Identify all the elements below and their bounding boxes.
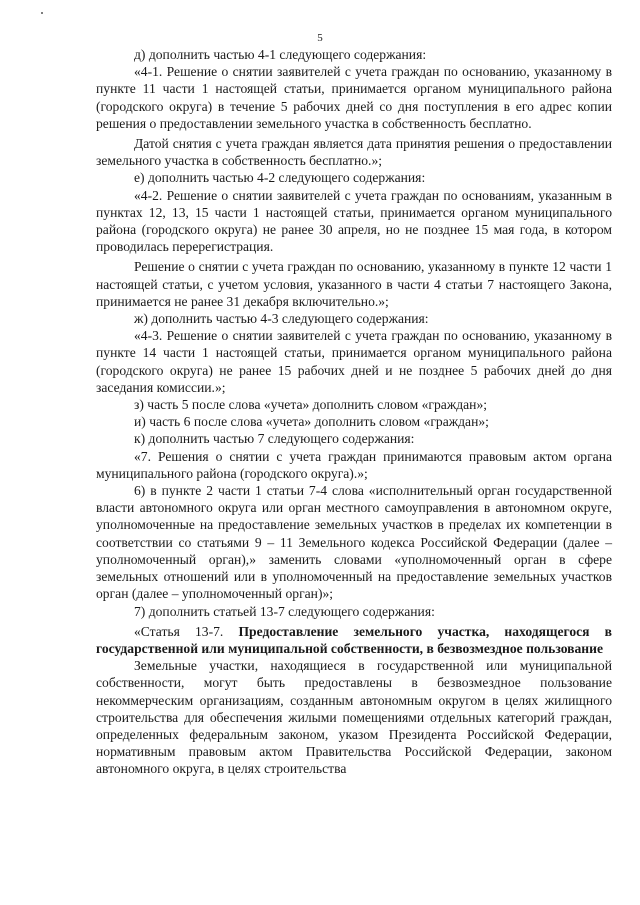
paragraph: Решение о снятии с учета граждан по основанию, указанному в пункте 12 части 1 настоящей статьи, с учетом условия, указанного в части 4 статьи 7 настоящего Закона, принимается не ранее 31 декабря включительно.»;	[96, 259, 612, 309]
paragraph: «4-3. Решение о снятии заявителей с учета граждан по основанию, указанному в пункте 14 части 1 настоящей статьи, принимается органом муниципального района (городского округа) не ранее 15 рабочих дней и не позднее 5 рабочих дней до дня заседания комиссии.»;	[96, 328, 612, 395]
paragraph: з) часть 5 после слова «учета» дополнить словом «граждан»;	[134, 397, 488, 413]
article-title: Предоставление земельного участка, находящегося в государственной или муниципальной собственности, в безвозмездное пользование	[96, 623, 612, 656]
page-number: 5	[317, 32, 323, 44]
paragraph: к) дополнить частью 7 следующего содержания:	[134, 431, 415, 447]
scan-speck	[41, 12, 43, 14]
paragraph: «7. Решения о снятии с учета граждан принимаются правовым актом органа муниципального района (городского округа).»;	[96, 448, 612, 481]
paragraph: «4-2. Решение о снятии заявителей с учета граждан по основаниям, указанным в пунктах 12, 13, 15 части 1 настоящей статьи, принимается органом муниципального района (городского округа) не ранее 30 апреля, но не позднее 15 мая года, в котором проводилась перерегистрация.	[96, 187, 612, 255]
paragraph: Датой снятия с учета граждан является дата принятия решения о предоставлении земельного участка в собственность бесплатно.»;	[96, 136, 612, 169]
paragraph: д) дополнить частью 4-1 следующего содержания:	[134, 47, 427, 62]
paragraph: 7) дополнить статьей 13-7 следующего содержания:	[134, 603, 435, 619]
paragraph: ж) дополнить частью 4-3 следующего содержания:	[134, 311, 429, 327]
paragraph: 6) в пункте 2 части 1 статьи 7-4 слова «исполнительный орган государственной власти автономного округа или орган местного самоуправления в автономном округе, уполномоченные на предоставление земельных участков в пределах их компетенции в соответствии со статьями 9 – 11 Земельного кодекса Российской Федерации (далее – уполномоченный орган),» заменить словами «уполномоченный орган в сфере земельных отношений или в уполномоченный на предоставление земельных участков орган (далее – уполномоченный орган)»;	[96, 483, 612, 602]
paragraph: «4-1. Решение о снятии заявителей с учета граждан по основанию, указанному в пункте 11 части 1 настоящей статьи, принимается органом муниципального района (городского округа) в течение 5 рабочих дней со дня поступления в его адрес копии решения о предоставлении земельного участка в собственность бесплатно.	[96, 64, 612, 131]
document-body	[96, 46, 612, 778]
article-number: «Статья 13-7.	[134, 623, 224, 639]
article-heading	[96, 623, 612, 657]
paragraph: Земельные участки, находящиеся в государственной или муниципальной собственности, могут быть предоставлены в безвозмездное пользование некоммерческим организациям, созданным автономным округом в целях жилищного строительства для обеспечения жилыми помещениями отдельных категорий граждан, определенных федеральным законом, указом Президента Российской Федерации, нормативным правовым актом Правительства Российской Федерации, законом автономного округа, в целях строительства	[96, 658, 612, 777]
paragraph: е) дополнить частью 4-2 следующего содержания:	[134, 170, 426, 186]
paragraph: и) часть 6 после слова «учета» дополнить словом «граждан»;	[134, 414, 489, 430]
